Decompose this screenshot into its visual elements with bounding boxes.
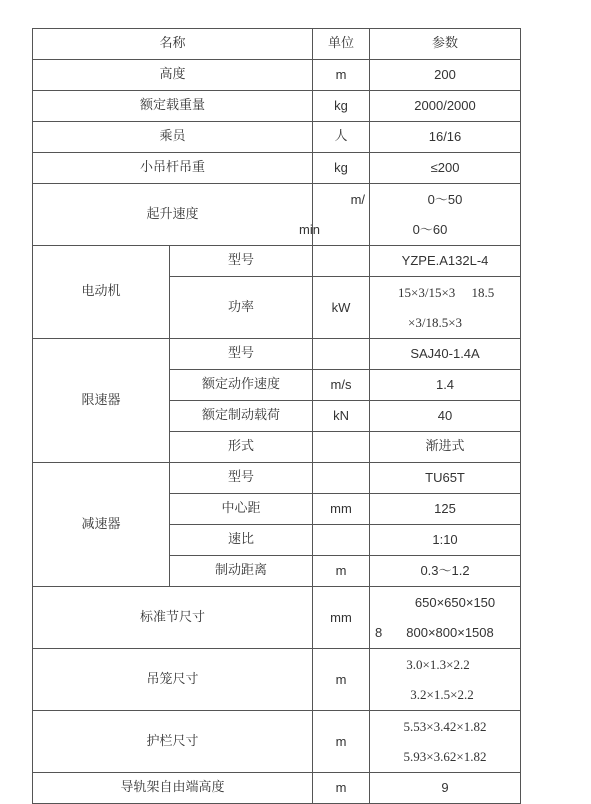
value-line: 3.2×1.5×2.2 [410, 686, 474, 702]
row-value [370, 184, 521, 246]
row-unit [299, 184, 370, 246]
row-name: 标准节尺寸 [33, 587, 313, 649]
row-name: 额定制动载荷 [170, 401, 313, 432]
row-name: 制动距离 [170, 556, 313, 587]
row-unit: m [313, 711, 370, 773]
group-name: 限速器 [33, 339, 170, 463]
row-value: 2000/2000 [370, 91, 521, 122]
row-unit: mm [313, 494, 370, 525]
table-row [33, 153, 521, 184]
row-value: 16/16 [370, 122, 521, 153]
row-name: 乘员 [33, 122, 313, 153]
row-value [370, 711, 521, 773]
row-unit: m [313, 773, 370, 804]
row-value: TU65T [370, 463, 521, 494]
table-row [33, 246, 521, 277]
row-unit: m/s [313, 370, 370, 401]
table-row [33, 60, 521, 91]
header-param: 参数 [370, 29, 521, 60]
row-unit [313, 525, 370, 556]
table-row [33, 463, 521, 494]
value-prefix: 8 [375, 624, 383, 640]
table-row [33, 184, 521, 246]
row-unit: kg [313, 91, 370, 122]
table-row [33, 91, 521, 122]
row-name: 型号 [170, 246, 313, 277]
value-line: 0～50 [427, 191, 463, 207]
row-name: 速比 [170, 525, 313, 556]
row-name: 额定载重量 [33, 91, 313, 122]
row-name: 高度 [33, 60, 313, 91]
row-unit: m [313, 649, 370, 711]
row-name: 额定动作速度 [170, 370, 313, 401]
table-row [33, 587, 521, 649]
row-name: 功率 [170, 277, 313, 339]
value-line: 0～60 [412, 221, 448, 237]
row-name: 护栏尺寸 [33, 711, 313, 773]
row-value: 0.3～1.2 [370, 556, 521, 587]
row-value: 1.4 [370, 370, 521, 401]
row-name: 中心距 [170, 494, 313, 525]
unit-line: min [299, 221, 320, 237]
row-value: 40 [370, 401, 521, 432]
row-name: 型号 [170, 339, 313, 370]
value-main: 800×800×1508 [406, 624, 494, 640]
table-row [33, 711, 521, 773]
table-header-row [33, 29, 521, 60]
row-unit [313, 432, 370, 463]
row-unit: kW [313, 277, 370, 339]
row-value: ≤200 [370, 153, 521, 184]
row-unit: kN [313, 401, 370, 432]
value-line: 5.53×3.42×1.82 [403, 718, 487, 734]
row-unit: m [313, 556, 370, 587]
value-line: 5.93×3.62×1.82 [403, 748, 487, 764]
row-value: 9 [370, 773, 521, 804]
row-unit: mm [313, 587, 370, 649]
table-row [33, 339, 521, 370]
row-unit [313, 246, 370, 277]
header-name: 名称 [33, 29, 313, 60]
row-unit [313, 339, 370, 370]
group-name: 电动机 [33, 246, 170, 339]
row-unit: 人 [313, 122, 370, 153]
row-name: 吊笼尺寸 [33, 649, 313, 711]
row-value: 200 [370, 60, 521, 91]
row-value: YZPE.A132L-4 [370, 246, 521, 277]
row-unit: m [313, 60, 370, 91]
value-line [370, 618, 520, 648]
row-value [370, 587, 521, 649]
row-value: SAJ40-1.4A [370, 339, 521, 370]
value-line: 3.0×1.3×2.2 [406, 656, 470, 672]
row-value [370, 649, 521, 711]
row-value: 1:10 [370, 525, 521, 556]
unit-line: m/ [350, 191, 366, 207]
row-value: 125 [370, 494, 521, 525]
table-row [33, 122, 521, 153]
row-value [370, 277, 521, 339]
row-name: 形式 [170, 432, 313, 463]
row-unit: kg [313, 153, 370, 184]
row-value: 渐进式 [370, 432, 521, 463]
row-name: 导轨架自由端高度 [33, 773, 313, 804]
header-unit: 单位 [313, 29, 370, 60]
table-row [33, 773, 521, 804]
value-line: 650×650×150 [414, 594, 496, 610]
row-name: 起升速度 [33, 184, 313, 246]
table-row [33, 649, 521, 711]
value-line: ×3/18.5×3 [408, 314, 463, 330]
row-name: 小吊杆吊重 [33, 153, 313, 184]
spec-table [32, 28, 521, 804]
row-unit [313, 463, 370, 494]
value-line: 15×3/15×3 18.5 [398, 284, 495, 300]
row-name: 型号 [170, 463, 313, 494]
group-name: 减速器 [33, 463, 170, 587]
